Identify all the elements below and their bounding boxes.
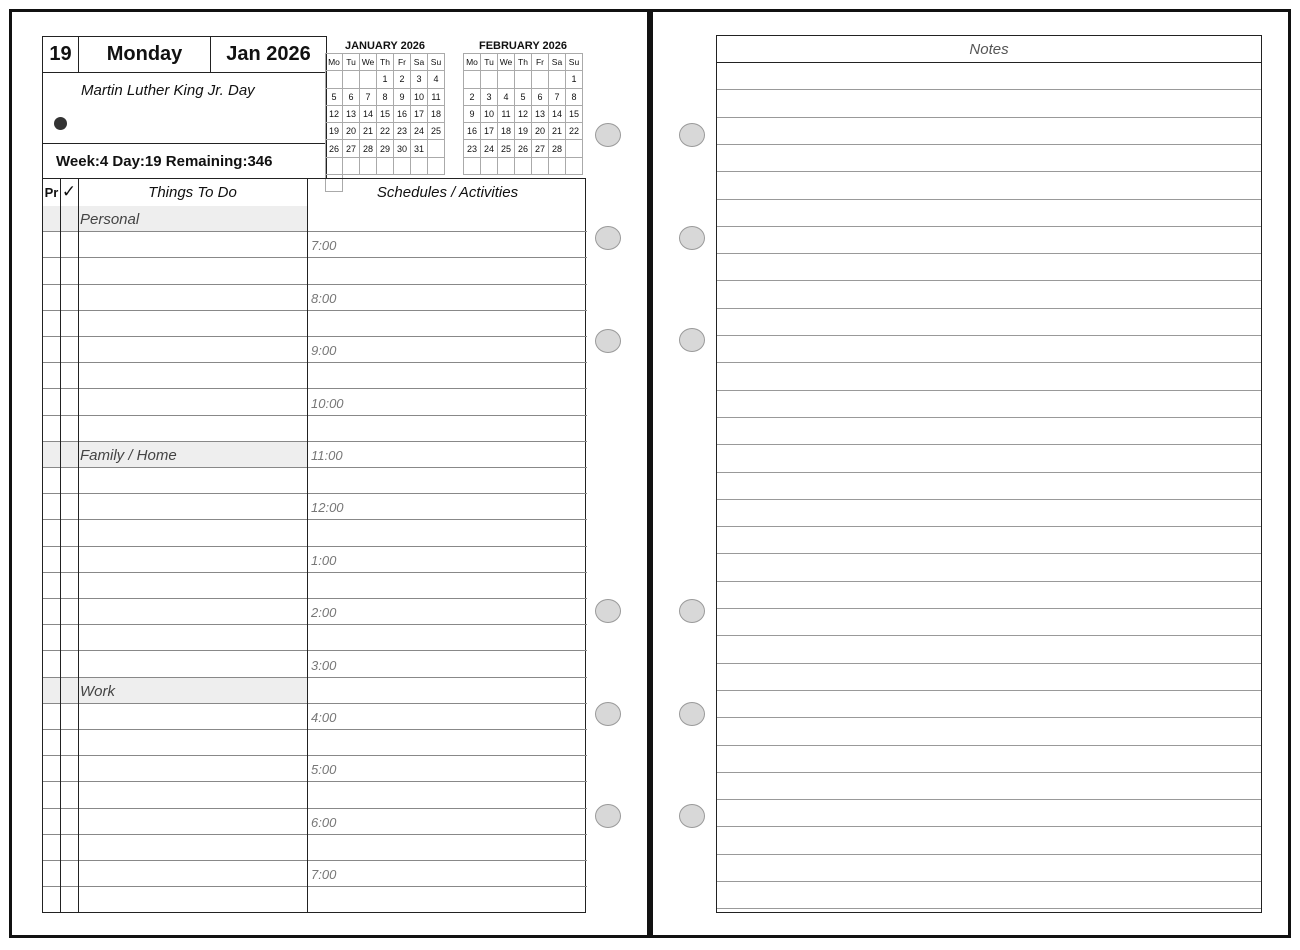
schedule-row[interactable] [308, 730, 587, 756]
note-line [717, 772, 1261, 773]
schedule-row[interactable] [308, 782, 587, 808]
schedule-row[interactable] [308, 599, 587, 625]
left-page [9, 9, 650, 938]
calendar-day [464, 158, 481, 175]
binder-hole [679, 702, 705, 726]
todo-section-label: Family / Home [80, 446, 177, 464]
note-line [717, 663, 1261, 664]
calendar-day: 23 [464, 140, 481, 157]
note-line [717, 553, 1261, 554]
note-line [717, 89, 1261, 90]
schedule-row[interactable] [308, 285, 587, 311]
calendar-day [411, 158, 428, 175]
calendar-day [326, 158, 343, 175]
calendar-day: 24 [411, 123, 428, 140]
todo-row[interactable] [43, 599, 307, 625]
calendar-day: 9 [464, 106, 481, 123]
mini-calendar-title: JANUARY 2026 [344, 40, 426, 52]
calendar-day: 26 [515, 140, 532, 157]
calendar-day [360, 71, 377, 88]
schedule-row[interactable] [308, 337, 587, 363]
calendar-day [481, 158, 498, 175]
todo-row[interactable] [43, 337, 307, 363]
todo-row[interactable] [43, 206, 307, 232]
note-line [717, 117, 1261, 118]
schedule-row[interactable] [308, 573, 587, 599]
column-divider [78, 179, 79, 912]
holiday-box [42, 72, 327, 144]
schedule-row[interactable] [308, 494, 587, 520]
calendar-day [326, 71, 343, 88]
todo-row[interactable] [43, 520, 307, 546]
weekday-header: We [498, 54, 515, 71]
calendar-day: 11 [498, 106, 515, 123]
schedule-row[interactable] [308, 416, 587, 442]
todo-row[interactable] [43, 625, 307, 651]
mini-calendar-title: FEBRUARY 2026 [478, 40, 568, 52]
calendar-day: 16 [464, 123, 481, 140]
todo-row[interactable] [43, 809, 307, 835]
calendar-day: 22 [566, 123, 583, 140]
calendar-day: 8 [566, 89, 583, 106]
calendar-day: 10 [481, 106, 498, 123]
binder-hole [595, 702, 621, 726]
calendar-day: 31 [411, 140, 428, 157]
calendar-day: 27 [532, 140, 549, 157]
schedule-row[interactable] [308, 468, 587, 494]
schedule-row[interactable] [308, 625, 587, 651]
weekday-header: Tu [481, 54, 498, 71]
calendar-day [549, 71, 566, 88]
todo-row[interactable] [43, 232, 307, 258]
note-line [717, 608, 1261, 609]
time-label: 2:00 [311, 605, 337, 621]
weekday-header: Mo [464, 54, 481, 71]
calendar-day: 9 [394, 89, 411, 106]
right-page [650, 9, 1291, 938]
date-header [42, 36, 327, 73]
todo-row[interactable] [43, 468, 307, 494]
schedule-row[interactable] [308, 861, 587, 887]
calendar-day: 12 [326, 106, 343, 123]
todo-row[interactable] [43, 311, 307, 337]
time-label: 6:00 [311, 814, 337, 830]
note-line [717, 444, 1261, 445]
priority-column-header: Pr [44, 184, 59, 200]
holiday-name: Martin Luther King Jr. Day [81, 82, 255, 99]
note-line [717, 199, 1261, 200]
time-label: 1:00 [311, 552, 337, 568]
calendar-day: 15 [566, 106, 583, 123]
binder-hole [595, 123, 621, 147]
time-label: 10:00 [311, 395, 344, 411]
column-divider [307, 179, 308, 912]
todo-row[interactable] [43, 258, 307, 284]
note-line [717, 144, 1261, 145]
todo-row[interactable] [43, 756, 307, 782]
time-label: 11:00 [311, 447, 343, 463]
calendar-day: 17 [411, 106, 428, 123]
todo-row[interactable] [43, 782, 307, 808]
calendar-day: 18 [498, 123, 515, 140]
note-line [717, 908, 1261, 909]
time-label: 4:00 [311, 709, 337, 725]
calendar-day: 1 [377, 71, 394, 88]
mini-calendar-grid [325, 53, 445, 192]
weekday-header: Th [515, 54, 532, 71]
todo-section-label: Work [80, 682, 115, 700]
calendar-day: 21 [549, 123, 566, 140]
note-line [717, 826, 1261, 827]
calendar-day: 4 [428, 71, 445, 88]
note-line [717, 226, 1261, 227]
calendar-day: 22 [377, 123, 394, 140]
calendar-day: 11 [428, 89, 445, 106]
schedule-row[interactable] [308, 678, 587, 704]
schedule-row[interactable] [308, 363, 587, 389]
day-stats: Week:4 Day:19 Remaining:346 [42, 143, 327, 179]
todo-row[interactable] [43, 494, 307, 520]
note-line [717, 499, 1261, 500]
note-line [717, 526, 1261, 527]
binder-hole [595, 599, 621, 623]
binder-hole [679, 804, 705, 828]
schedule-row[interactable] [308, 206, 587, 232]
calendar-day: 4 [498, 89, 515, 106]
schedule-row[interactable] [308, 547, 587, 573]
mini-calendar-january [325, 39, 445, 192]
check-column-header: ✓ [61, 182, 77, 201]
calendar-day: 2 [464, 89, 481, 106]
calendar-day: 10 [411, 89, 428, 106]
todo-row[interactable] [43, 730, 307, 756]
time-label: 5:00 [311, 762, 337, 778]
calendar-day: 23 [394, 123, 411, 140]
calendar-day: 15 [377, 106, 394, 123]
weekday-header: Th [377, 54, 394, 71]
weekday-header: Tu [343, 54, 360, 71]
calendar-day: 7 [360, 89, 377, 106]
calendar-day: 6 [343, 89, 360, 106]
todo-row[interactable] [43, 389, 307, 415]
note-line [717, 854, 1261, 855]
todo-row[interactable] [43, 651, 307, 677]
calendar-day: 14 [360, 106, 377, 123]
schedule-row[interactable] [308, 651, 587, 677]
note-line [717, 799, 1261, 800]
time-label: 3:00 [311, 657, 337, 673]
weekday-header: Su [566, 54, 583, 71]
binder-hole [595, 804, 621, 828]
todo-column-header: Things To Do [148, 183, 237, 201]
weekday-header: Sa [549, 54, 566, 71]
note-line [717, 635, 1261, 636]
todo-row[interactable] [43, 363, 307, 389]
todo-section-label: Personal [80, 211, 140, 229]
calendar-day: 28 [549, 140, 566, 157]
note-line [717, 308, 1261, 309]
todo-row[interactable] [43, 861, 307, 887]
calendar-day [498, 158, 515, 175]
calendar-day [428, 158, 445, 175]
calendar-day: 25 [498, 140, 515, 157]
calendar-day [464, 71, 481, 88]
time-label: 12:00 [311, 500, 344, 516]
calendar-day: 6 [532, 89, 549, 106]
note-line [717, 335, 1261, 336]
schedule-row[interactable] [308, 704, 587, 730]
column-divider [60, 179, 61, 912]
note-line [717, 472, 1261, 473]
calendar-day [360, 158, 377, 175]
todo-row[interactable] [43, 573, 307, 599]
calendar-day: 30 [394, 140, 411, 157]
calendar-day: 1 [566, 71, 583, 88]
schedule-row[interactable] [308, 389, 587, 415]
schedule-row[interactable] [308, 756, 587, 782]
calendar-day: 12 [515, 106, 532, 123]
note-line [717, 717, 1261, 718]
mini-calendar-february [463, 39, 583, 175]
note-line [717, 362, 1261, 363]
todo-row[interactable] [43, 678, 307, 704]
time-label: 9:00 [311, 343, 337, 359]
calendar-day: 21 [360, 123, 377, 140]
todo-row[interactable] [43, 547, 307, 573]
schedule-row[interactable] [308, 442, 587, 468]
todo-row[interactable] [43, 704, 307, 730]
note-line [717, 881, 1261, 882]
note-line [717, 745, 1261, 746]
note-line [717, 280, 1261, 281]
schedule-column-header: Schedules / Activities [376, 183, 519, 201]
calendar-day: 17 [481, 123, 498, 140]
calendar-day [549, 158, 566, 175]
todo-row[interactable] [43, 285, 307, 311]
calendar-day [532, 71, 549, 88]
month-year-label: Jan 2026 [226, 43, 311, 65]
calendar-day: 8 [377, 89, 394, 106]
calendar-day: 20 [343, 123, 360, 140]
calendar-day: 29 [377, 140, 394, 157]
calendar-day [498, 71, 515, 88]
calendar-day: 3 [411, 71, 428, 88]
calendar-day: 13 [343, 106, 360, 123]
time-label: 7:00 [311, 867, 337, 883]
time-label: 8:00 [311, 290, 337, 306]
calendar-day: 14 [549, 106, 566, 123]
binder-hole [595, 226, 621, 250]
schedule-row[interactable] [308, 258, 587, 284]
schedule-row[interactable] [308, 520, 587, 546]
todo-row[interactable] [43, 835, 307, 861]
todo-row[interactable] [43, 442, 307, 468]
moon-phase-icon [54, 117, 67, 130]
binder-hole [679, 226, 705, 250]
calendar-day: 25 [428, 123, 445, 140]
notes-title: Notes [717, 36, 1261, 63]
calendar-day [515, 71, 532, 88]
note-line [717, 690, 1261, 691]
binder-hole [679, 599, 705, 623]
schedule-row[interactable] [308, 835, 587, 861]
calendar-day: 16 [394, 106, 411, 123]
calendar-day [343, 158, 360, 175]
weekday-header: Mo [326, 54, 343, 71]
weekday-header: Fr [394, 54, 411, 71]
weekday-header: We [360, 54, 377, 71]
calendar-day: 19 [515, 123, 532, 140]
calendar-day: 24 [481, 140, 498, 157]
day-number: 19 [43, 37, 79, 72]
calendar-day: 3 [481, 89, 498, 106]
calendar-day [481, 71, 498, 88]
calendar-day [377, 158, 394, 175]
notes-panel [716, 35, 1262, 913]
schedule-row[interactable] [308, 232, 587, 258]
time-label: 7:00 [311, 238, 337, 254]
note-line [717, 390, 1261, 391]
calendar-day [566, 158, 583, 175]
binder-hole [679, 328, 705, 352]
binder-hole [679, 123, 705, 147]
calendar-day: 28 [360, 140, 377, 157]
calendar-day: 13 [532, 106, 549, 123]
schedule-row[interactable] [308, 311, 587, 337]
calendar-day: 18 [428, 106, 445, 123]
mini-calendar-grid [463, 53, 583, 175]
weekday-label: Monday [79, 37, 211, 72]
calendar-day: 5 [515, 89, 532, 106]
calendar-day [532, 158, 549, 175]
calendar-day: 2 [394, 71, 411, 88]
weekday-header: Su [428, 54, 445, 71]
day-planner-table [42, 178, 586, 913]
calendar-day: 27 [343, 140, 360, 157]
note-line [717, 171, 1261, 172]
calendar-day: 19 [326, 123, 343, 140]
weekday-header: Sa [411, 54, 428, 71]
calendar-day [394, 158, 411, 175]
calendar-day: 7 [549, 89, 566, 106]
note-line [717, 581, 1261, 582]
schedule-row[interactable] [308, 809, 587, 835]
calendar-day: 20 [532, 123, 549, 140]
weekday-header: Fr [532, 54, 549, 71]
calendar-day [566, 140, 583, 157]
binder-hole [595, 329, 621, 353]
note-line [717, 417, 1261, 418]
calendar-day [428, 140, 445, 157]
calendar-day: 26 [326, 140, 343, 157]
calendar-day: 5 [326, 89, 343, 106]
calendar-day [515, 158, 532, 175]
todo-row[interactable] [43, 416, 307, 442]
calendar-day [343, 71, 360, 88]
note-line [717, 253, 1261, 254]
